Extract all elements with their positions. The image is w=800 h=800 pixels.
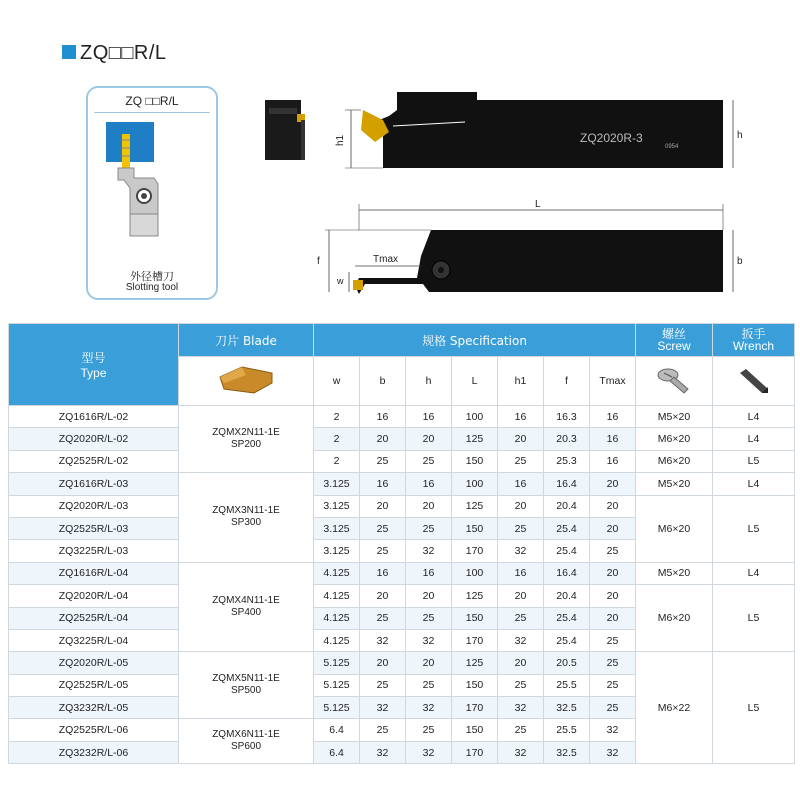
spec-tmax-cell: 20 <box>590 473 636 495</box>
col-f: f <box>544 357 590 406</box>
screw-cell: M6×20 <box>636 495 713 562</box>
spec-b-cell: 32 <box>360 741 406 763</box>
slotting-tool-icon <box>96 118 208 266</box>
spec-w-cell: 6.4 <box>314 741 360 763</box>
spec-l-cell: 150 <box>452 607 498 629</box>
spec-w-cell: 3.125 <box>314 473 360 495</box>
card-header: ZQ □□R/L <box>125 94 179 108</box>
table-row <box>9 652 795 674</box>
table-row <box>9 406 795 428</box>
spec-tmax-cell: 16 <box>590 450 636 472</box>
blade-insert-icon <box>214 363 278 397</box>
spec-h1-cell: 16 <box>498 562 544 584</box>
spec-f-cell: 20.4 <box>544 495 590 517</box>
spec-b-cell: 25 <box>360 674 406 696</box>
wrench-cell: L4 <box>713 428 795 450</box>
spec-w-cell: 2 <box>314 428 360 450</box>
spec-l-cell: 170 <box>452 629 498 651</box>
blade-cell <box>179 719 314 764</box>
tool-small-mark: 0954 <box>665 144 679 150</box>
spec-w-cell: 6.4 <box>314 719 360 741</box>
spec-tmax-cell: 20 <box>590 517 636 539</box>
spec-w-cell: 5.125 <box>314 652 360 674</box>
spec-w-cell: 3.125 <box>314 540 360 562</box>
spec-l-cell: 100 <box>452 406 498 428</box>
spec-f-cell: 16.3 <box>544 406 590 428</box>
spec-h-cell: 25 <box>406 450 452 472</box>
spec-tmax-cell: 16 <box>590 428 636 450</box>
dim-L: L <box>535 199 541 210</box>
screw-cell: M6×20 <box>636 585 713 652</box>
spec-f-cell: 25.4 <box>544 629 590 651</box>
type-cell: ZQ2020R/L-02 <box>9 428 179 450</box>
spec-tmax-cell: 20 <box>590 585 636 607</box>
wrench-cell: L5 <box>713 652 795 764</box>
spec-b-cell: 25 <box>360 540 406 562</box>
spec-h-cell: 32 <box>406 697 452 719</box>
dim-f: f <box>317 256 320 267</box>
spec-w-cell: 3.125 <box>314 495 360 517</box>
wrench-cell: L4 <box>713 473 795 495</box>
type-cell: ZQ3225R/L-04 <box>9 629 179 651</box>
spec-b-cell: 16 <box>360 562 406 584</box>
spec-tmax-cell: 25 <box>590 540 636 562</box>
spec-h1-cell: 32 <box>498 697 544 719</box>
spec-f-cell: 25.4 <box>544 540 590 562</box>
blade-name: ZQMX4N11-1E <box>212 595 280 607</box>
spec-w-cell: 3.125 <box>314 517 360 539</box>
blade-grade: SP600 <box>230 741 262 753</box>
screw-cell: M6×22 <box>636 652 713 764</box>
caption-en: Slotting tool <box>125 282 179 293</box>
spec-f-cell: 32.5 <box>544 741 590 763</box>
dim-h1: h1 <box>335 134 346 146</box>
spec-b-cell: 20 <box>360 428 406 450</box>
spec-f-cell: 16.4 <box>544 562 590 584</box>
spec-f-cell: 20.3 <box>544 428 590 450</box>
spec-b-cell: 16 <box>360 406 406 428</box>
spec-l-cell: 150 <box>452 674 498 696</box>
wrench-cell: L5 <box>713 585 795 652</box>
spec-h1-cell: 25 <box>498 674 544 696</box>
spec-h-cell: 32 <box>406 629 452 651</box>
wrench-cell: L5 <box>713 495 795 562</box>
spec-l-cell: 170 <box>452 697 498 719</box>
type-cell: ZQ3232R/L-05 <box>9 697 179 719</box>
screw-cell: M6×20 <box>636 428 713 450</box>
wrench-cell: L5 <box>713 450 795 472</box>
blade-cell <box>179 562 314 652</box>
blade-name: ZQMX3N11-1E <box>212 505 280 517</box>
wrench-image <box>713 357 795 406</box>
col-b: b <box>360 357 406 406</box>
type-cell: ZQ1616R/L-02 <box>9 406 179 428</box>
spec-h1-cell: 25 <box>498 719 544 741</box>
spec-l-cell: 170 <box>452 741 498 763</box>
spec-b-cell: 32 <box>360 697 406 719</box>
page-title: ZQ□□R/L <box>62 42 167 65</box>
spec-l-cell: 125 <box>452 652 498 674</box>
spec-w-cell: 4.125 <box>314 562 360 584</box>
spec-l-cell: 125 <box>452 585 498 607</box>
col-h: h <box>406 357 452 406</box>
spec-h-cell: 32 <box>406 741 452 763</box>
spec-f-cell: 16.4 <box>544 473 590 495</box>
spec-b-cell: 25 <box>360 607 406 629</box>
spec-h-cell: 20 <box>406 495 452 517</box>
spec-h-cell: 16 <box>406 406 452 428</box>
spec-h1-cell: 16 <box>498 473 544 495</box>
spec-f-cell: 25.5 <box>544 674 590 696</box>
spec-h1-cell: 32 <box>498 629 544 651</box>
spec-tmax-cell: 25 <box>590 652 636 674</box>
slotting-tool-card <box>86 86 218 300</box>
type-cell: ZQ2020R/L-03 <box>9 495 179 517</box>
spec-b-cell: 32 <box>360 629 406 651</box>
spec-tmax-cell: 16 <box>590 406 636 428</box>
screw-cell: M5×20 <box>636 473 713 495</box>
type-cell: ZQ2525R/L-05 <box>9 674 179 696</box>
type-cell: ZQ2525R/L-03 <box>9 517 179 539</box>
spec-w-cell: 2 <box>314 406 360 428</box>
blade-cell <box>179 473 314 563</box>
dim-h: h <box>737 130 743 141</box>
spec-b-cell: 25 <box>360 719 406 741</box>
title-square-icon <box>62 45 76 59</box>
spec-tmax-cell: 32 <box>590 741 636 763</box>
spec-f-cell: 25.4 <box>544 517 590 539</box>
dim-w: w <box>337 276 344 286</box>
spec-header: 规格 Specification <box>314 324 636 357</box>
spec-tmax-cell: 32 <box>590 719 636 741</box>
spec-l-cell: 100 <box>452 473 498 495</box>
spec-h-cell: 25 <box>406 517 452 539</box>
spec-h-cell: 25 <box>406 674 452 696</box>
blade-name: ZQMX2N11-1E <box>212 427 280 439</box>
spec-h1-cell: 20 <box>498 585 544 607</box>
type-header: 型号 Type <box>9 324 179 406</box>
spec-h-cell: 32 <box>406 540 452 562</box>
blade-grade: SP500 <box>230 685 262 697</box>
spec-b-cell: 25 <box>360 450 406 472</box>
blade-header: 刀片 Blade <box>179 324 314 357</box>
spec-b-cell: 20 <box>360 495 406 517</box>
screw-cell: M5×20 <box>636 562 713 584</box>
type-cell: ZQ2525R/L-02 <box>9 450 179 472</box>
spec-l-cell: 150 <box>452 450 498 472</box>
table-row <box>9 450 795 472</box>
spec-h1-cell: 20 <box>498 495 544 517</box>
spec-l-cell: 100 <box>452 562 498 584</box>
dim-b: b <box>737 256 743 267</box>
spec-b-cell: 16 <box>360 473 406 495</box>
tool-technical-drawing <box>255 80 775 300</box>
blade-grade: SP300 <box>230 517 262 529</box>
spec-table <box>8 323 795 764</box>
spec-h1-cell: 20 <box>498 428 544 450</box>
spec-h1-cell: 25 <box>498 517 544 539</box>
spec-f-cell: 20.4 <box>544 585 590 607</box>
blade-image <box>179 357 314 406</box>
spec-h-cell: 25 <box>406 719 452 741</box>
spec-b-cell: 25 <box>360 517 406 539</box>
spec-h-cell: 20 <box>406 652 452 674</box>
spec-w-cell: 5.125 <box>314 697 360 719</box>
wrench-cell: L4 <box>713 406 795 428</box>
spec-l-cell: 170 <box>452 540 498 562</box>
spec-w-cell: 4.125 <box>314 629 360 651</box>
wrench-cell: L4 <box>713 562 795 584</box>
card-divider <box>94 112 210 113</box>
spec-h1-cell: 32 <box>498 540 544 562</box>
type-cell: ZQ1616R/L-03 <box>9 473 179 495</box>
table-row <box>9 428 795 450</box>
table-row <box>9 495 795 517</box>
screw-cell: M6×20 <box>636 450 713 472</box>
spec-h-cell: 20 <box>406 585 452 607</box>
spec-h-cell: 20 <box>406 428 452 450</box>
spec-tmax-cell: 25 <box>590 674 636 696</box>
blade-grade: SP200 <box>230 439 262 451</box>
spec-w-cell: 2 <box>314 450 360 472</box>
spec-tmax-cell: 20 <box>590 607 636 629</box>
col-h1: h1 <box>498 357 544 406</box>
spec-f-cell: 20.5 <box>544 652 590 674</box>
screw-cell: M5×20 <box>636 406 713 428</box>
type-cell: ZQ2020R/L-04 <box>9 585 179 607</box>
table-body <box>9 406 795 764</box>
spec-f-cell: 25.4 <box>544 607 590 629</box>
spec-h-cell: 16 <box>406 562 452 584</box>
spec-l-cell: 125 <box>452 428 498 450</box>
col-w: w <box>314 357 360 406</box>
blade-cell <box>179 652 314 719</box>
spec-tmax-cell: 20 <box>590 495 636 517</box>
spec-tmax-cell: 20 <box>590 562 636 584</box>
screw-icon <box>654 363 694 397</box>
spec-b-cell: 20 <box>360 585 406 607</box>
col-L: L <box>452 357 498 406</box>
blade-name: ZQMX6N11-1E <box>212 729 280 741</box>
spec-f-cell: 32.5 <box>544 697 590 719</box>
caption-cn: 外径槽刀 <box>130 270 174 283</box>
spec-l-cell: 150 <box>452 517 498 539</box>
spec-h1-cell: 20 <box>498 652 544 674</box>
spec-w-cell: 5.125 <box>314 674 360 696</box>
spec-h1-cell: 32 <box>498 741 544 763</box>
spec-h1-cell: 16 <box>498 406 544 428</box>
table-row <box>9 585 795 607</box>
wrench-icon <box>734 363 774 397</box>
table-row <box>9 562 795 584</box>
table-header-row <box>9 324 795 357</box>
col-tmax: Tmax <box>590 357 636 406</box>
spec-l-cell: 125 <box>452 495 498 517</box>
blade-grade: SP400 <box>230 607 262 619</box>
type-cell: ZQ2525R/L-04 <box>9 607 179 629</box>
spec-h-cell: 25 <box>406 607 452 629</box>
blade-name: ZQMX5N11-1E <box>212 673 280 685</box>
spec-f-cell: 25.5 <box>544 719 590 741</box>
screw-image <box>636 357 713 406</box>
table-row <box>9 473 795 495</box>
type-cell: ZQ1616R/L-04 <box>9 562 179 584</box>
spec-b-cell: 20 <box>360 652 406 674</box>
spec-f-cell: 25.3 <box>544 450 590 472</box>
spec-h1-cell: 25 <box>498 450 544 472</box>
spec-tmax-cell: 25 <box>590 697 636 719</box>
type-cell: ZQ3225R/L-03 <box>9 540 179 562</box>
spec-l-cell: 150 <box>452 719 498 741</box>
tool-marking: ZQ2020R-3 <box>580 131 643 145</box>
blade-cell <box>179 406 314 473</box>
spec-w-cell: 4.125 <box>314 607 360 629</box>
spec-tmax-cell: 25 <box>590 629 636 651</box>
spec-h1-cell: 25 <box>498 607 544 629</box>
dim-tmax: Tmax <box>373 254 398 265</box>
spec-h-cell: 16 <box>406 473 452 495</box>
type-cell: ZQ3232R/L-06 <box>9 741 179 763</box>
wrench-header: 扳手 Wrench <box>713 324 795 357</box>
type-cell: ZQ2525R/L-06 <box>9 719 179 741</box>
spec-w-cell: 4.125 <box>314 585 360 607</box>
screw-header: 螺丝 Screw <box>636 324 713 357</box>
type-cell: ZQ2020R/L-05 <box>9 652 179 674</box>
